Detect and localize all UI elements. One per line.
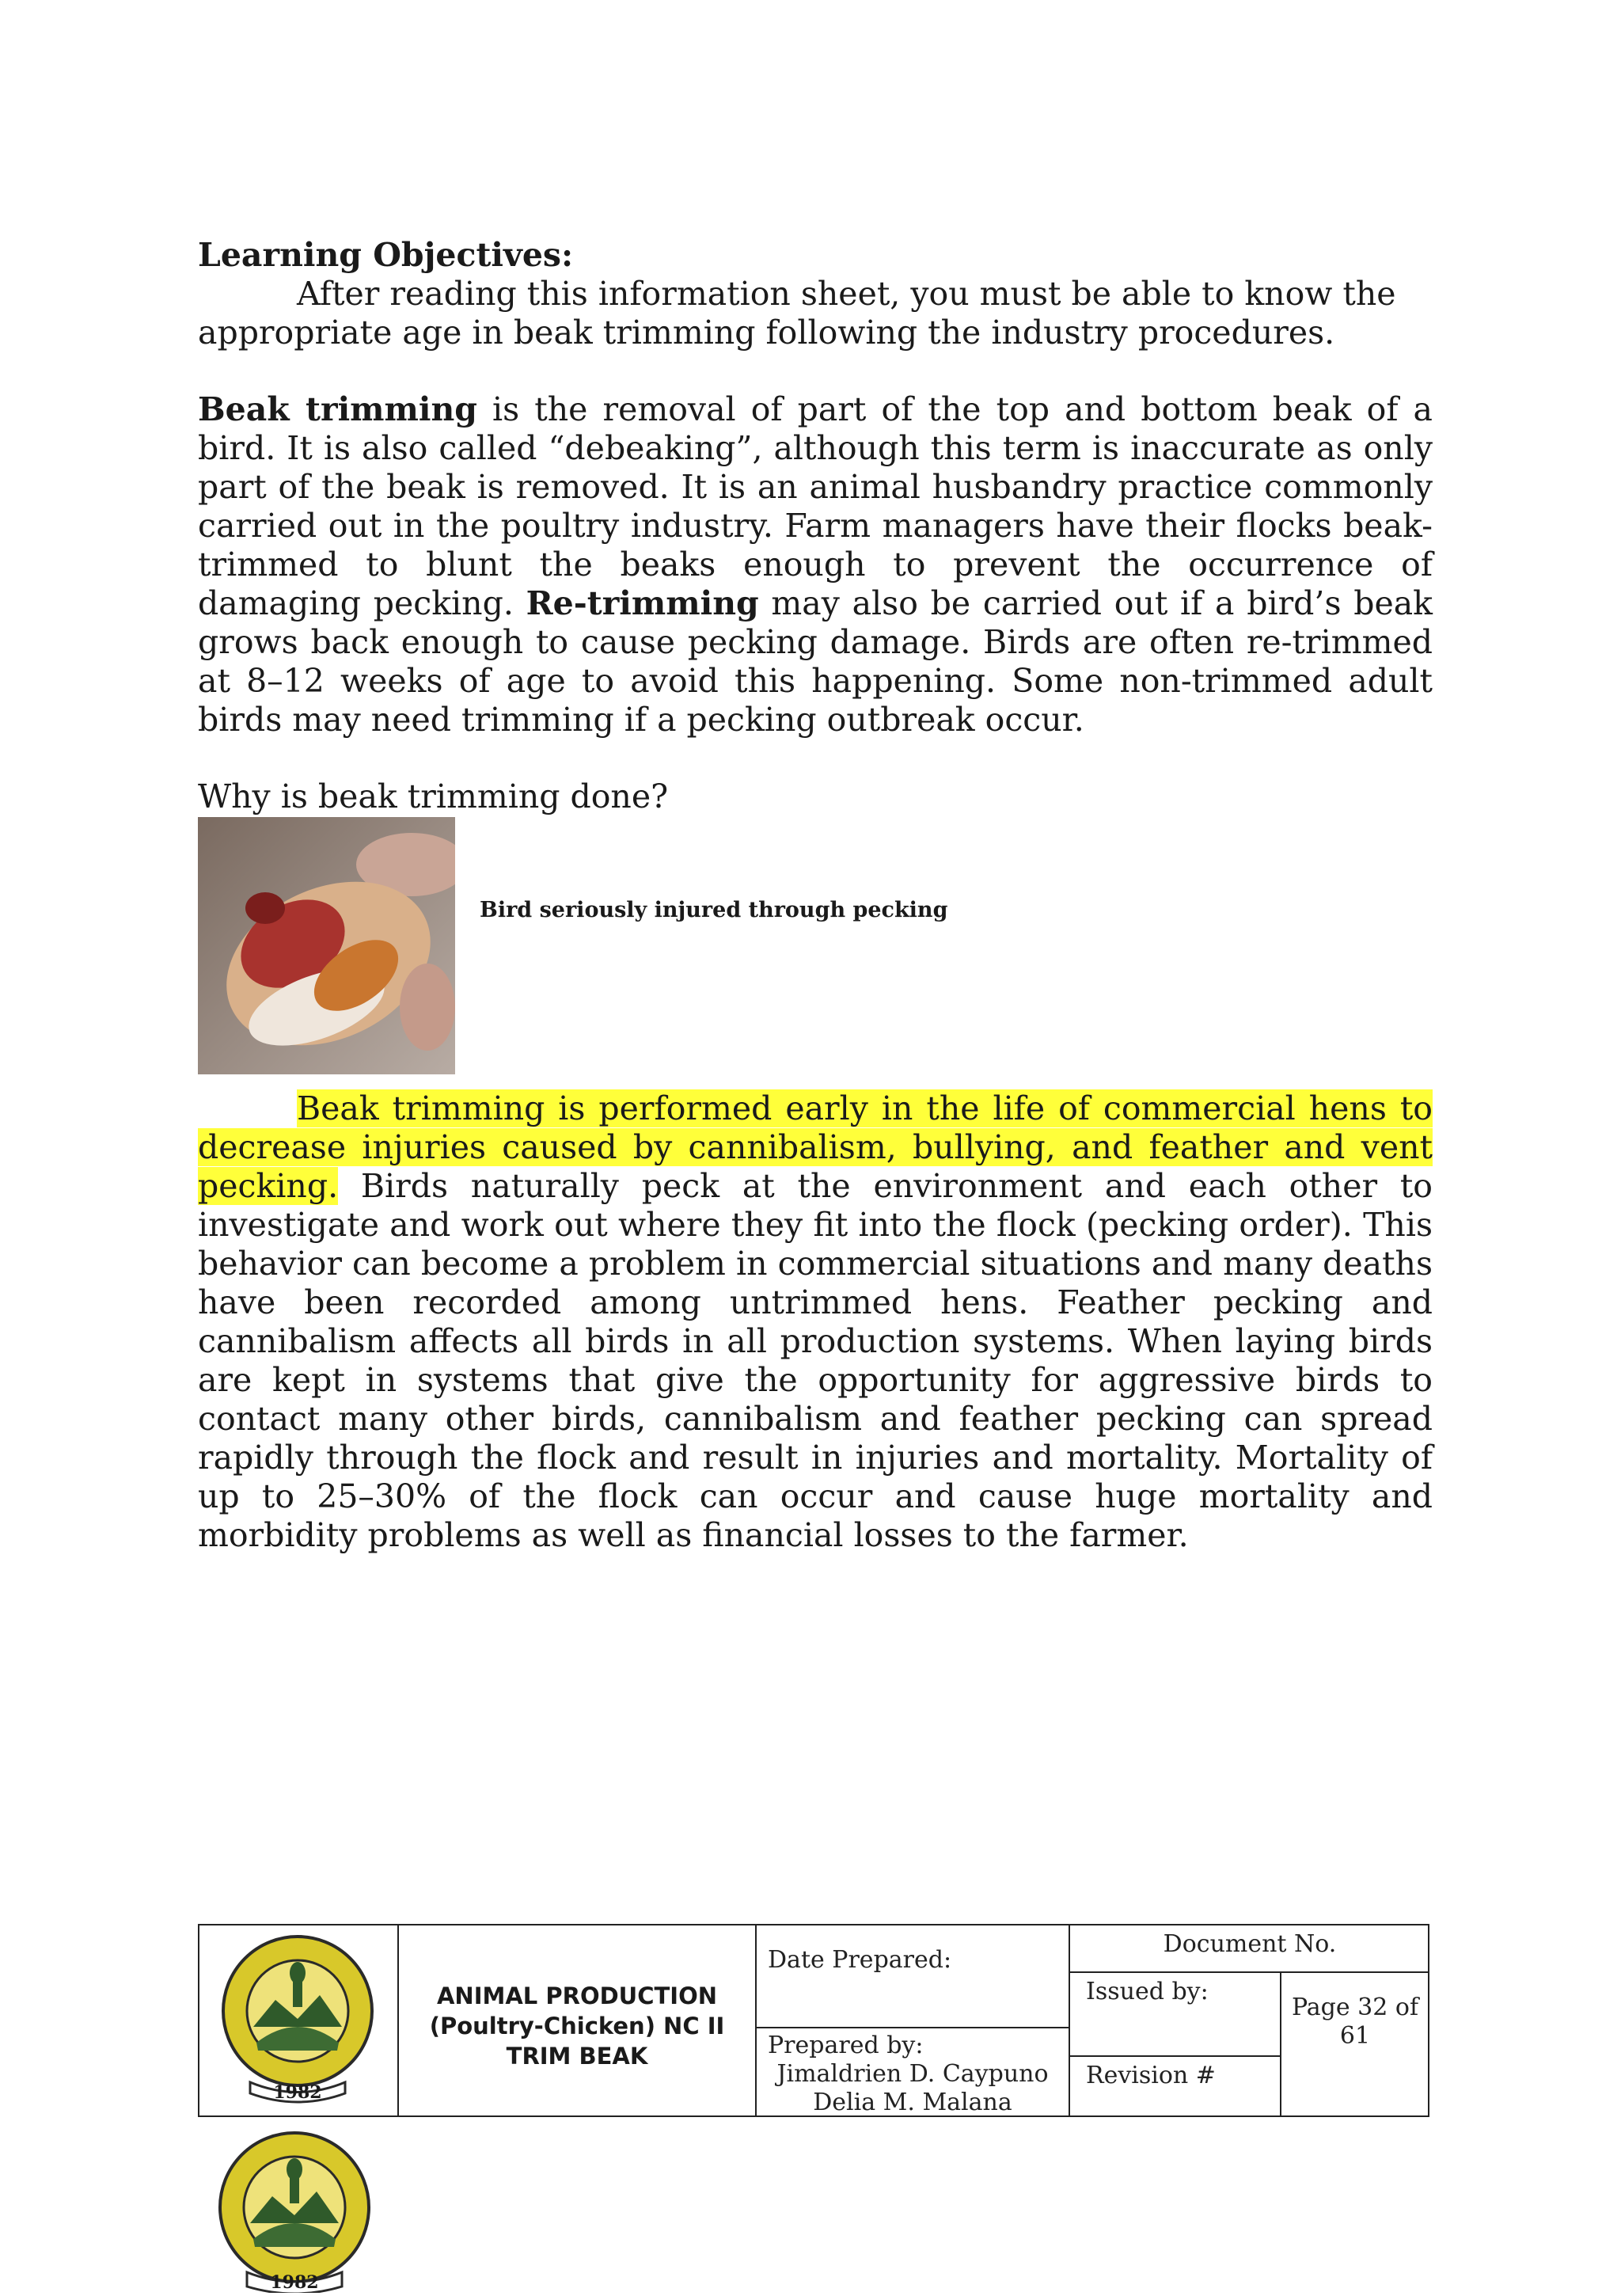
paragraph-text-3: Birds naturally peck at the environment and each other to investigate and work out where they fit into the flock (pecking order). This behavior can become a problem in commercial situations and many deaths have been recorded among untrimmed hens. Feather pecking and cannibalism affects all birds in all production systems. When laying birds are kept in systems that give the opportunity for aggressive birds to contact many other birds, cannibalism and feather pecking can spread rapidly through the flock and result in injuries and mortality. Mortality of up to 25–30% of the flock can occur and cause huge mortality and morbidity problems as well as financial losses to the farmer. xyxy=(198,1167,1433,1554)
document-no-label: Document No. xyxy=(1163,1930,1337,1958)
preparer-name-1: Jimaldrien D. Caypuno xyxy=(776,2060,1049,2088)
paragraph-text-2: may also be carried out if a bird’s beak grows back enough to cause pecking damage. Birds are often re-trimmed at 8–12 weeks of age to avoid this happening. Some non-trimmed adult birds may need trimming if a pecking outbreak occur. xyxy=(198,584,1433,739)
term-re-trimming: Re-trimming xyxy=(526,584,759,622)
logo-year: 1982 xyxy=(273,2082,322,2103)
preparer-name-2: Delia M. Malana xyxy=(813,2089,1012,2116)
logo-year-bottom: 1982 xyxy=(270,2272,319,2293)
objective-line-1: After reading this information sheet, you must be able to know the xyxy=(297,275,1396,313)
learning-objectives-heading: Learning Objectives: xyxy=(198,236,574,274)
revision-label: Revision # xyxy=(1086,2062,1216,2089)
paragraph-text-1: is the removal of part of the top and bottom beak of a bird. It is also called “debeaking”, although this term is inaccurate as only part of the beak is removed. It is an animal husbandry practice commonly carried out in the poultry industry. Farm managers have their flocks beak-trimmed to blunt the beaks enough to prevent the occurrence of damaging pecking. xyxy=(198,390,1433,622)
date-prepared-label: Date Prepared: xyxy=(768,1946,952,1974)
school-seal-logo-bottom xyxy=(215,2128,374,2296)
course-title-line-2: (Poultry-Chicken) NC II xyxy=(429,2013,725,2039)
page-number xyxy=(1280,1994,1430,2051)
section-question: Why is beak trimming done? xyxy=(198,777,669,815)
course-title-line-3: TRIM BEAK xyxy=(506,2043,648,2070)
highlighted-text: Beak trimming is performed early in the life of commercial hens to decrease injuries caused by cannibalism, bullying, and feather and vent pecking. xyxy=(198,1089,1433,1205)
course-title-line-1: ANIMAL PRODUCTION xyxy=(436,1982,718,2009)
objective-paragraph xyxy=(198,275,1433,352)
objective-line-2: appropriate age in beak trimming following the industry procedures. xyxy=(198,314,1335,352)
issued-by-label: Issued by: xyxy=(1086,1978,1209,2005)
prepared-by-block xyxy=(768,2032,1069,2117)
page-total: 61 xyxy=(1339,2022,1371,2050)
image-caption: Bird seriously injured through pecking xyxy=(480,898,948,922)
page-label: Page 32 of xyxy=(1291,1994,1419,2021)
prepared-by-label: Prepared by: xyxy=(768,2032,924,2059)
injured-bird-photo xyxy=(198,817,455,1074)
course-title xyxy=(399,1981,755,2071)
document-footer-table xyxy=(198,1924,1429,2117)
term-beak-trimming: Beak trimming xyxy=(198,390,477,428)
school-seal-logo xyxy=(218,1932,377,2114)
beak-trimming-paragraph xyxy=(198,390,1433,739)
why-beak-trimming-paragraph xyxy=(198,1089,1433,1555)
